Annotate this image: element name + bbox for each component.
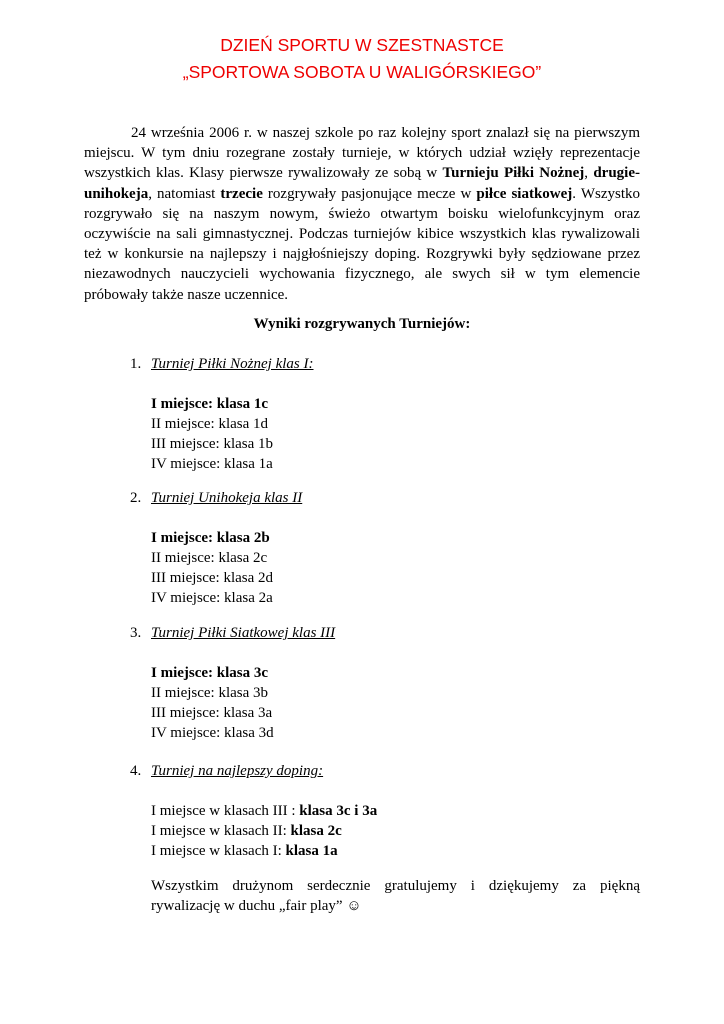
doping-place-label: I miejsce w klasach I: xyxy=(151,843,286,859)
tournament-name: Turniej Unihokeja klas II xyxy=(151,490,303,506)
tournament-number: 3. xyxy=(130,625,142,641)
intro-bold: piłce siatkowej xyxy=(476,185,573,202)
place-second: II miejsce: klasa 3b xyxy=(151,685,269,701)
intro-bold: trzecie xyxy=(220,185,263,202)
results-heading: Wyniki rozgrywanych Turniejów: xyxy=(253,316,471,332)
placements-list xyxy=(130,528,302,608)
tournament-name: Turniej na najlepszy doping: xyxy=(151,763,324,779)
place-first: I miejsce: klasa 3c xyxy=(151,665,269,681)
closing-paragraph: Wszystkim drużynom serdecznie gratulujemy i dziękujemy za piękną rywalizację w duchu „fair play” ☺ xyxy=(151,878,640,914)
place-second: II miejsce: klasa 1d xyxy=(151,416,269,432)
place-fourth: IV miejsce: klasa 2a xyxy=(151,590,273,606)
intro-text: 24 września 2006 r. w naszej szkole po raz kolejny sport znalazł się na pierwszym miejscu. W tym dniu rozegrane zostały turnieje, w których udział wzięły reprezentacje wszystkich klas. Klasy pierwsze rywalizowały ze sobą w xyxy=(84,125,640,182)
place-third: III miejsce: klasa 2d xyxy=(151,570,274,586)
tournament-section xyxy=(130,623,335,743)
doping-place xyxy=(151,841,377,861)
place-second: II miejsce: klasa 2c xyxy=(151,550,268,566)
intro-text: rozgrywały pasjonujące mecze w xyxy=(262,185,477,202)
tournament-header xyxy=(130,354,314,374)
tournament-name: Turniej Piłki Nożnej klas I: xyxy=(151,356,314,372)
place-third: III miejsce: klasa 3a xyxy=(151,705,273,721)
doping-place-label: I miejsce w klasach II: xyxy=(151,823,291,839)
intro-bold: drugie-unihokeja xyxy=(84,165,641,202)
intro-text: , natomiast xyxy=(148,185,221,202)
doping-place xyxy=(151,801,377,821)
place-fourth: IV miejsce: klasa 3d xyxy=(151,725,274,741)
document-subtitle: „SPORTOWA SOBOTA U WALIGÓRSKIEGO” xyxy=(182,62,542,82)
tournament-header xyxy=(130,488,302,508)
tournament-header xyxy=(130,761,377,781)
tournament-header xyxy=(130,623,335,643)
place-first: I miejsce: klasa 2b xyxy=(151,530,270,546)
tournament-number: 4. xyxy=(130,763,142,779)
placements-list xyxy=(130,663,335,743)
doping-place xyxy=(151,821,377,841)
placements-list xyxy=(130,801,377,861)
intro-text: , xyxy=(584,165,594,182)
doping-place-value: klasa 2c xyxy=(290,823,342,839)
doping-place-value: klasa 3c i 3a xyxy=(299,803,378,819)
tournament-number: 2. xyxy=(130,490,142,506)
document-title: DZIEŃ SPORTU W SZESTNASTCE xyxy=(220,35,504,55)
tournament-section xyxy=(130,761,377,861)
doping-place-label: I miejsce w klasach III : xyxy=(151,803,300,819)
tournament-section xyxy=(130,354,314,474)
tournament-name: Turniej Piłki Siatkowej klas III xyxy=(151,625,336,641)
doping-place-value: klasa 1a xyxy=(285,843,338,859)
place-third: III miejsce: klasa 1b xyxy=(151,436,274,452)
placements-list xyxy=(130,394,314,474)
tournament-number: 1. xyxy=(130,356,142,372)
place-first: I miejsce: klasa 1c xyxy=(151,396,269,412)
place-fourth: IV miejsce: klasa 1a xyxy=(151,456,273,472)
intro-paragraph xyxy=(84,123,640,305)
intro-text: . Wszystko rozgrywało się na naszym nowym, świeżo otwartym boisku wielofunkcyjnym oraz oczywiście na sali gimnastycznej. Podczas turniejów kibice wszystkich klas rywalizowali też w konkursie na najlepszy i najgłośniejszy doping. Rozgrywki były sędziowane przez niezawodnych nauczycieli wychowania fizycznego, ale swych sił w tym elemencie próbowały także nasze uczennice. xyxy=(84,185,640,303)
intro-bold: Turnieju Piłki Nożnej xyxy=(442,165,585,182)
tournament-section xyxy=(130,488,302,608)
